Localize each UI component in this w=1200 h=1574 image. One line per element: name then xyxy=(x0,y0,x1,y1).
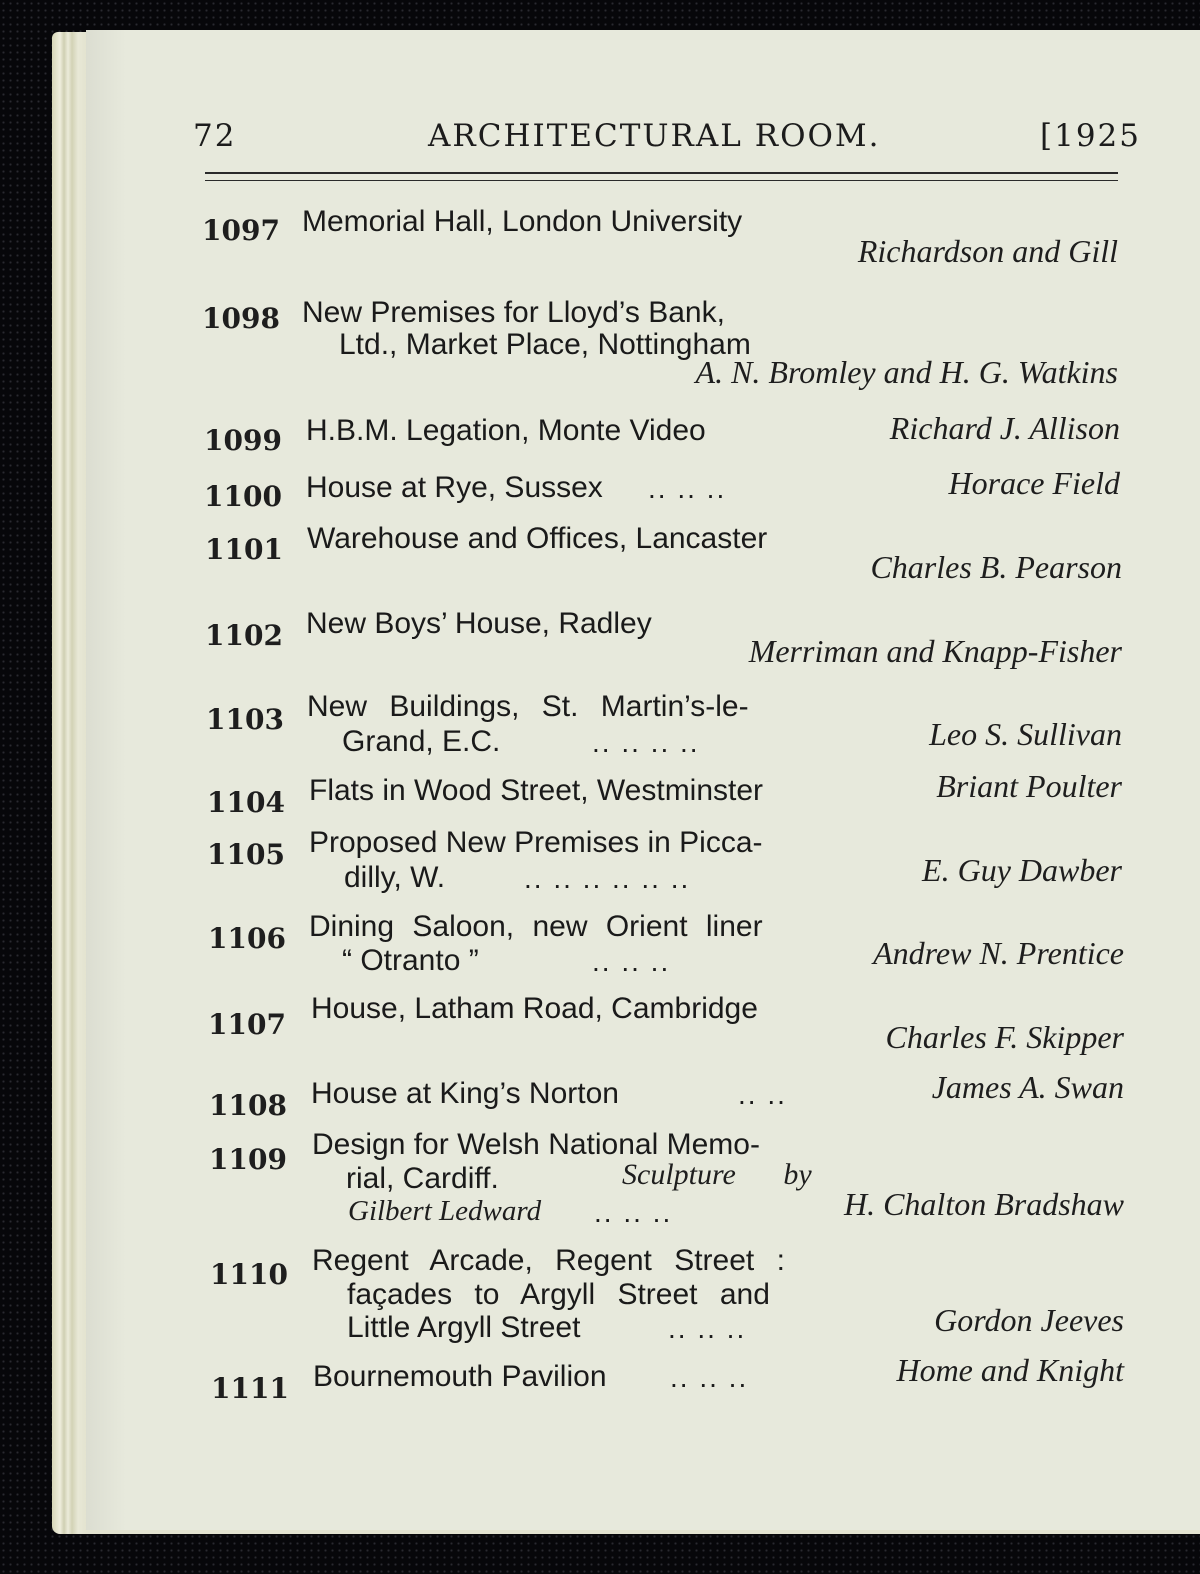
entry-architect: James A. Swan xyxy=(931,1069,1124,1105)
entry-architect: E. Guy Dawber xyxy=(922,852,1122,888)
dot-leader: .. .. .. .. .. .. xyxy=(524,863,691,894)
entry-title: Dining Saloon, new Orient liner xyxy=(309,910,763,943)
entry-title: H.B.M. Legation, Monte Video xyxy=(306,414,706,447)
entry-number: 1100 xyxy=(204,480,282,513)
dot-leader: .. .. .. xyxy=(594,1197,673,1228)
entry-title: House, Latham Road, Cambridge xyxy=(311,992,758,1025)
entry-title: New Buildings, St. Martin’s-le- xyxy=(307,690,749,723)
entry-architect: A. N. Bromley and H. G. Watkins xyxy=(695,354,1118,390)
dot-leader: .. .. .. xyxy=(668,1313,747,1344)
dot-leader: .. .. .. xyxy=(648,473,727,504)
entry-title-continued: Little Argyll Street xyxy=(347,1311,581,1344)
dot-leader: .. .. .. .. xyxy=(592,727,700,758)
entry-title: Regent Arcade, Regent Street : xyxy=(312,1244,785,1277)
sculptor-name: Gilbert Ledward xyxy=(348,1195,542,1227)
entry-title: Proposed New Premises in Picca- xyxy=(309,826,763,859)
entry-number: 1110 xyxy=(210,1258,288,1291)
entry-number: 1111 xyxy=(211,1372,289,1405)
entry-title: House at Rye, Sussex xyxy=(306,471,603,504)
entry-title: Memorial Hall, London University xyxy=(302,205,743,238)
entry-title: Warehouse and Offices, Lancaster xyxy=(307,522,768,555)
entry-title: New Boys’ House, Radley xyxy=(306,607,652,640)
dot-leader: .. .. xyxy=(738,1079,787,1110)
entry-title: Design for Welsh National Memo- xyxy=(312,1128,760,1161)
entry-number: 1107 xyxy=(208,1008,286,1041)
page-number: 72 xyxy=(193,118,237,154)
entry-number: 1101 xyxy=(205,533,283,566)
entry-title: Bournemouth Pavilion xyxy=(313,1360,607,1393)
entry-number: 1106 xyxy=(208,922,286,955)
header-rule xyxy=(205,172,1118,174)
entry-architect: Briant Poulter xyxy=(936,768,1122,804)
entry-title: House at King’s Norton xyxy=(311,1077,619,1110)
entry-architect: Leo S. Sullivan xyxy=(929,716,1122,752)
header-year: [1925 xyxy=(1040,118,1141,154)
entry-number: 1104 xyxy=(207,786,285,819)
entry-architect: Merriman and Knapp-Fisher xyxy=(748,633,1122,669)
header-rule-thin xyxy=(205,180,1118,181)
entry-title: New Premises for Lloyd’s Bank, xyxy=(302,296,725,329)
entry-number: 1102 xyxy=(205,619,283,652)
dot-leader: .. .. .. xyxy=(670,1362,749,1393)
entry-title-continued: Ltd., Market Place, Nottingham xyxy=(339,328,751,361)
entry-title-continued: façades to Argyll Street and xyxy=(347,1278,770,1311)
entry-title-continued: rial, Cardiff. xyxy=(346,1162,499,1195)
entry-architect: Charles F. Skipper xyxy=(885,1019,1124,1055)
page-title: ARCHITECTURAL ROOM. xyxy=(428,118,881,154)
entry-title-continued: “ Otranto ” xyxy=(342,944,479,977)
entry-architect: Charles B. Pearson xyxy=(870,549,1122,585)
entry-architect: Home and Knight xyxy=(896,1352,1124,1388)
entry-title-continued: dilly, W. xyxy=(344,861,446,894)
entry-architect: Richard J. Allison xyxy=(889,410,1120,446)
entry-title-continued: Grand, E.C. xyxy=(342,725,501,758)
entry-architect: Gordon Jeeves xyxy=(934,1302,1124,1338)
entry-number: 1109 xyxy=(209,1143,287,1176)
entry-architect: Richardson and Gill xyxy=(857,233,1118,269)
entry-number: 1105 xyxy=(207,838,285,871)
entry-number: 1099 xyxy=(204,424,282,457)
entry-architect: Horace Field xyxy=(948,465,1120,501)
entry-number: 1097 xyxy=(202,214,280,247)
sculpture-note: Sculpture by xyxy=(622,1158,812,1191)
entry-number: 1098 xyxy=(202,302,280,335)
entry-title: Flats in Wood Street, Westminster xyxy=(309,774,764,807)
entry-architect: H. Chalton Bradshaw xyxy=(843,1186,1124,1222)
entry-number: 1103 xyxy=(206,703,284,736)
entry-number: 1108 xyxy=(209,1089,287,1122)
dot-leader: .. .. .. xyxy=(592,946,671,977)
entry-architect: Andrew N. Prentice xyxy=(873,935,1124,971)
